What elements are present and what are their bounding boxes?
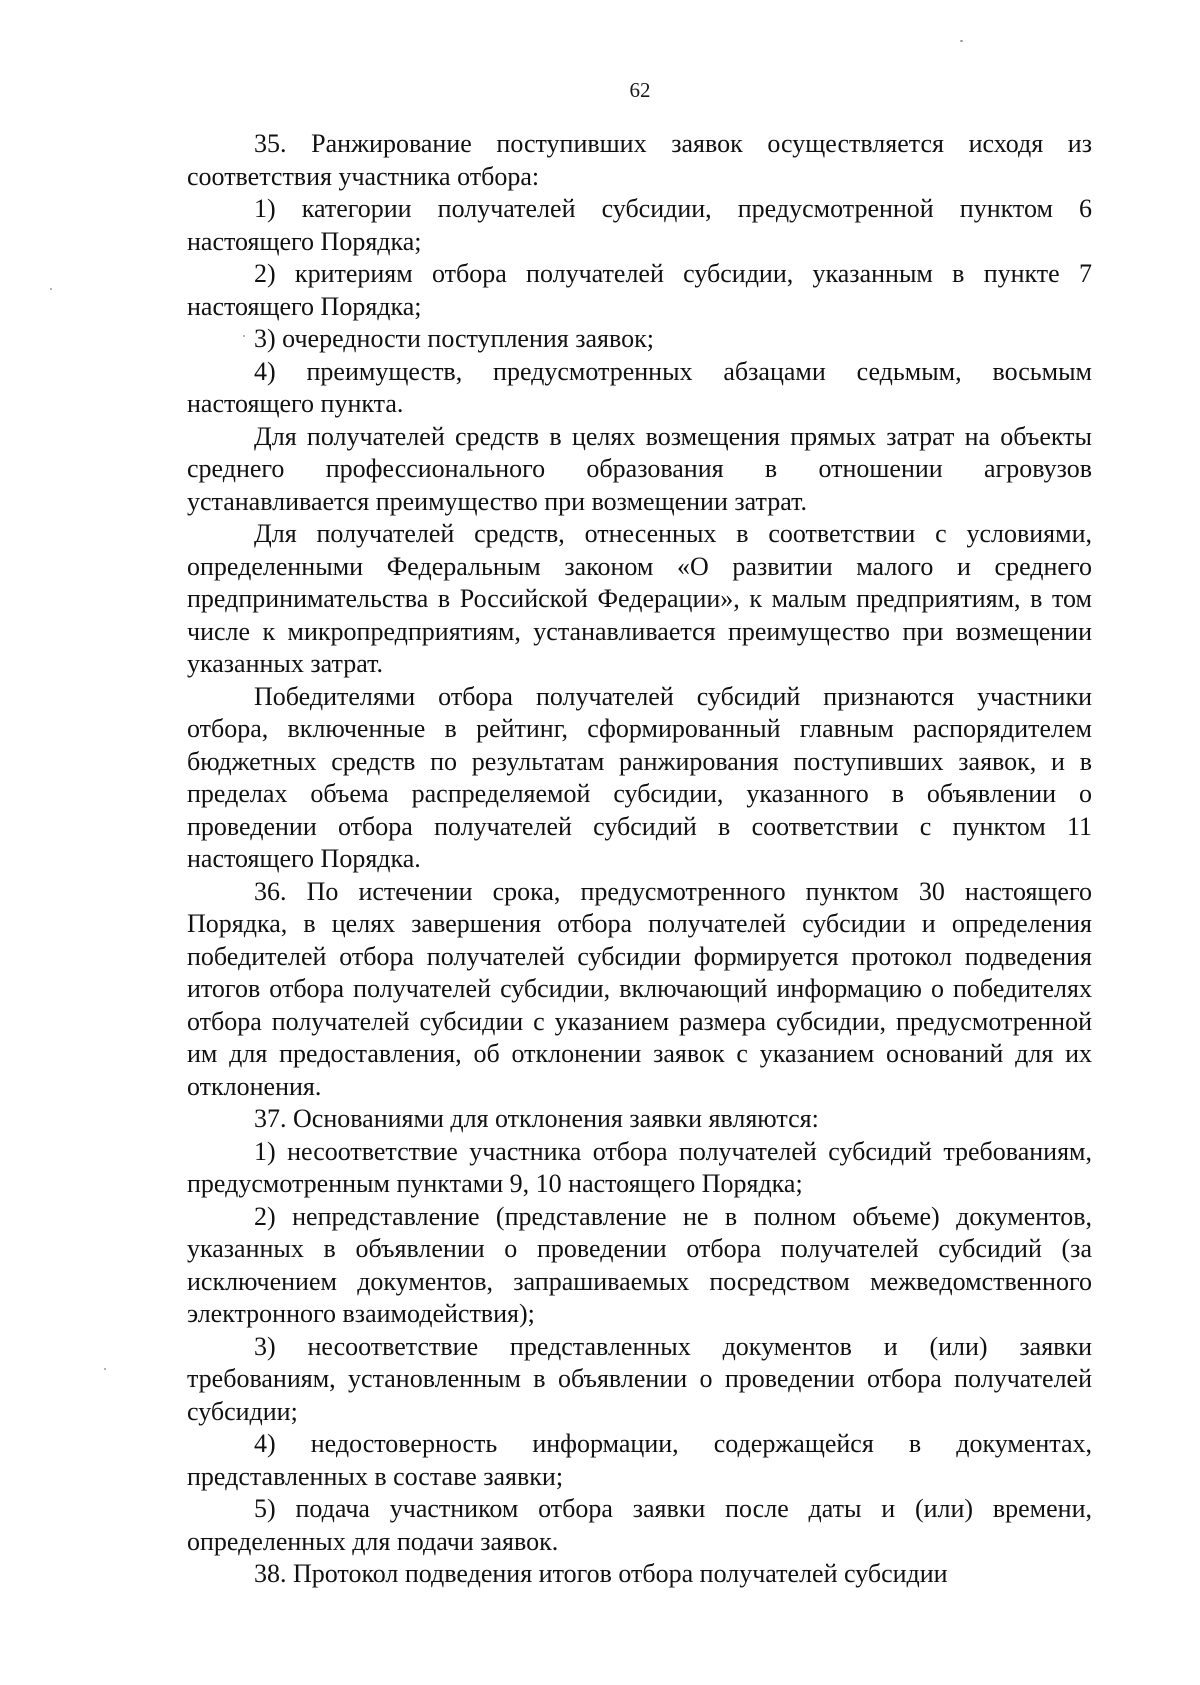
paragraph-36: 36. По истечении срока, предусмотренного пунктом 30 настоящего Порядка, в целях завершения отбора получателей субсидии и определения победителей отбора получателей субсидии формируется протокол подведения итогов отбора получателей субсидии, включающий информацию о победителях отбора получателей субсидии с указанием размера субсидии, предусмотренной им для предоставления, об отклонении заявок с указанием оснований для их отклонения. — [187, 876, 1092, 1101]
paragraph-35-small-business-advantage: Для получателей средств, отнесенных в соответствии с условиями, определенными Федеральным законом «О развитии малого и среднего предпринимательства в Российской Федерации», к малым предприятиям, в том числе к микропредприятиям, устанавливается преимущество при возмещении указанных затрат. — [187, 519, 1092, 678]
paragraph-35-item-1: 1) категории получателей субсидии, предусмотренной пунктом 6 настоящего Порядка; — [187, 194, 1092, 256]
paragraph-35: 35. Ранжирование поступивших заявок осуществляется исходя из соответствия участника отбора: — [187, 129, 1092, 191]
paragraph-37-item-3: 3) несоответствие представленных документов и (или) заявки требованиям, установленным в объявлении о проведении отбора получателей субсидии; — [187, 1331, 1092, 1426]
paragraph-35-item-2: 2) критериям отбора получателей субсидии, указанным в пункте 7 настоящего Порядка; — [187, 259, 1092, 321]
paragraph-37-item-4: 4) недостоверность информации, содержащейся в документах, представленных в составе заявки; — [187, 1429, 1092, 1491]
paragraph-37-item-1: 1) несоответствие участника отбора получателей субсидий требованиям, предусмотренным пунктами 9, 10 настоящего Порядка; — [187, 1136, 1092, 1198]
scan-speck — [50, 288, 52, 290]
scan-speck — [960, 40, 963, 42]
paragraph-37: 37. Основаниями для отклонения заявки являются: — [254, 1104, 819, 1133]
document-body — [187, 128, 1092, 1591]
scan-speck — [243, 335, 245, 337]
paragraph-35-item-4: 4) преимуществ, предусмотренных абзацами седьмым, восьмым настоящего пункта. — [187, 356, 1092, 418]
page-number: 62 — [629, 78, 651, 102]
paragraph-35-item-3: 3) очередности поступления заявок; — [254, 324, 654, 353]
paragraph-37-item-5: 5) подача участником отбора заявки после даты и (или) времени, определенных для подачи заявок. — [187, 1494, 1092, 1556]
paragraph-38: 38. Протокол подведения итогов отбора получателей субсидии — [254, 1559, 948, 1588]
paragraph-35-agro-advantage: Для получателей средств в целях возмещения прямых затрат на объекты среднего профессионального образования в отношении агровузов устанавливается преимущество при возмещении затрат. — [187, 421, 1092, 516]
scan-speck — [104, 1368, 106, 1370]
paragraph-37-item-2: 2) непредставление (представление не в полном объеме) документов, указанных в объявлении о проведении отбора получателей субсидий (за исключением документов, запрашиваемых посредством межведомственного электронного взаимодействия); — [187, 1201, 1092, 1328]
paragraph-35-winners: Победителями отбора получателей субсидий признаются участники отбора, включенные в рейтинг, сформированный главным распорядителем бюджетных средств по результатам ранжирования поступивших заявок, и в пределах объема распределяемой субсидии, указанного в объявлении о проведении отбора получателей субсидий в соответствии с пунктом 11 настоящего Порядка. — [187, 681, 1092, 873]
